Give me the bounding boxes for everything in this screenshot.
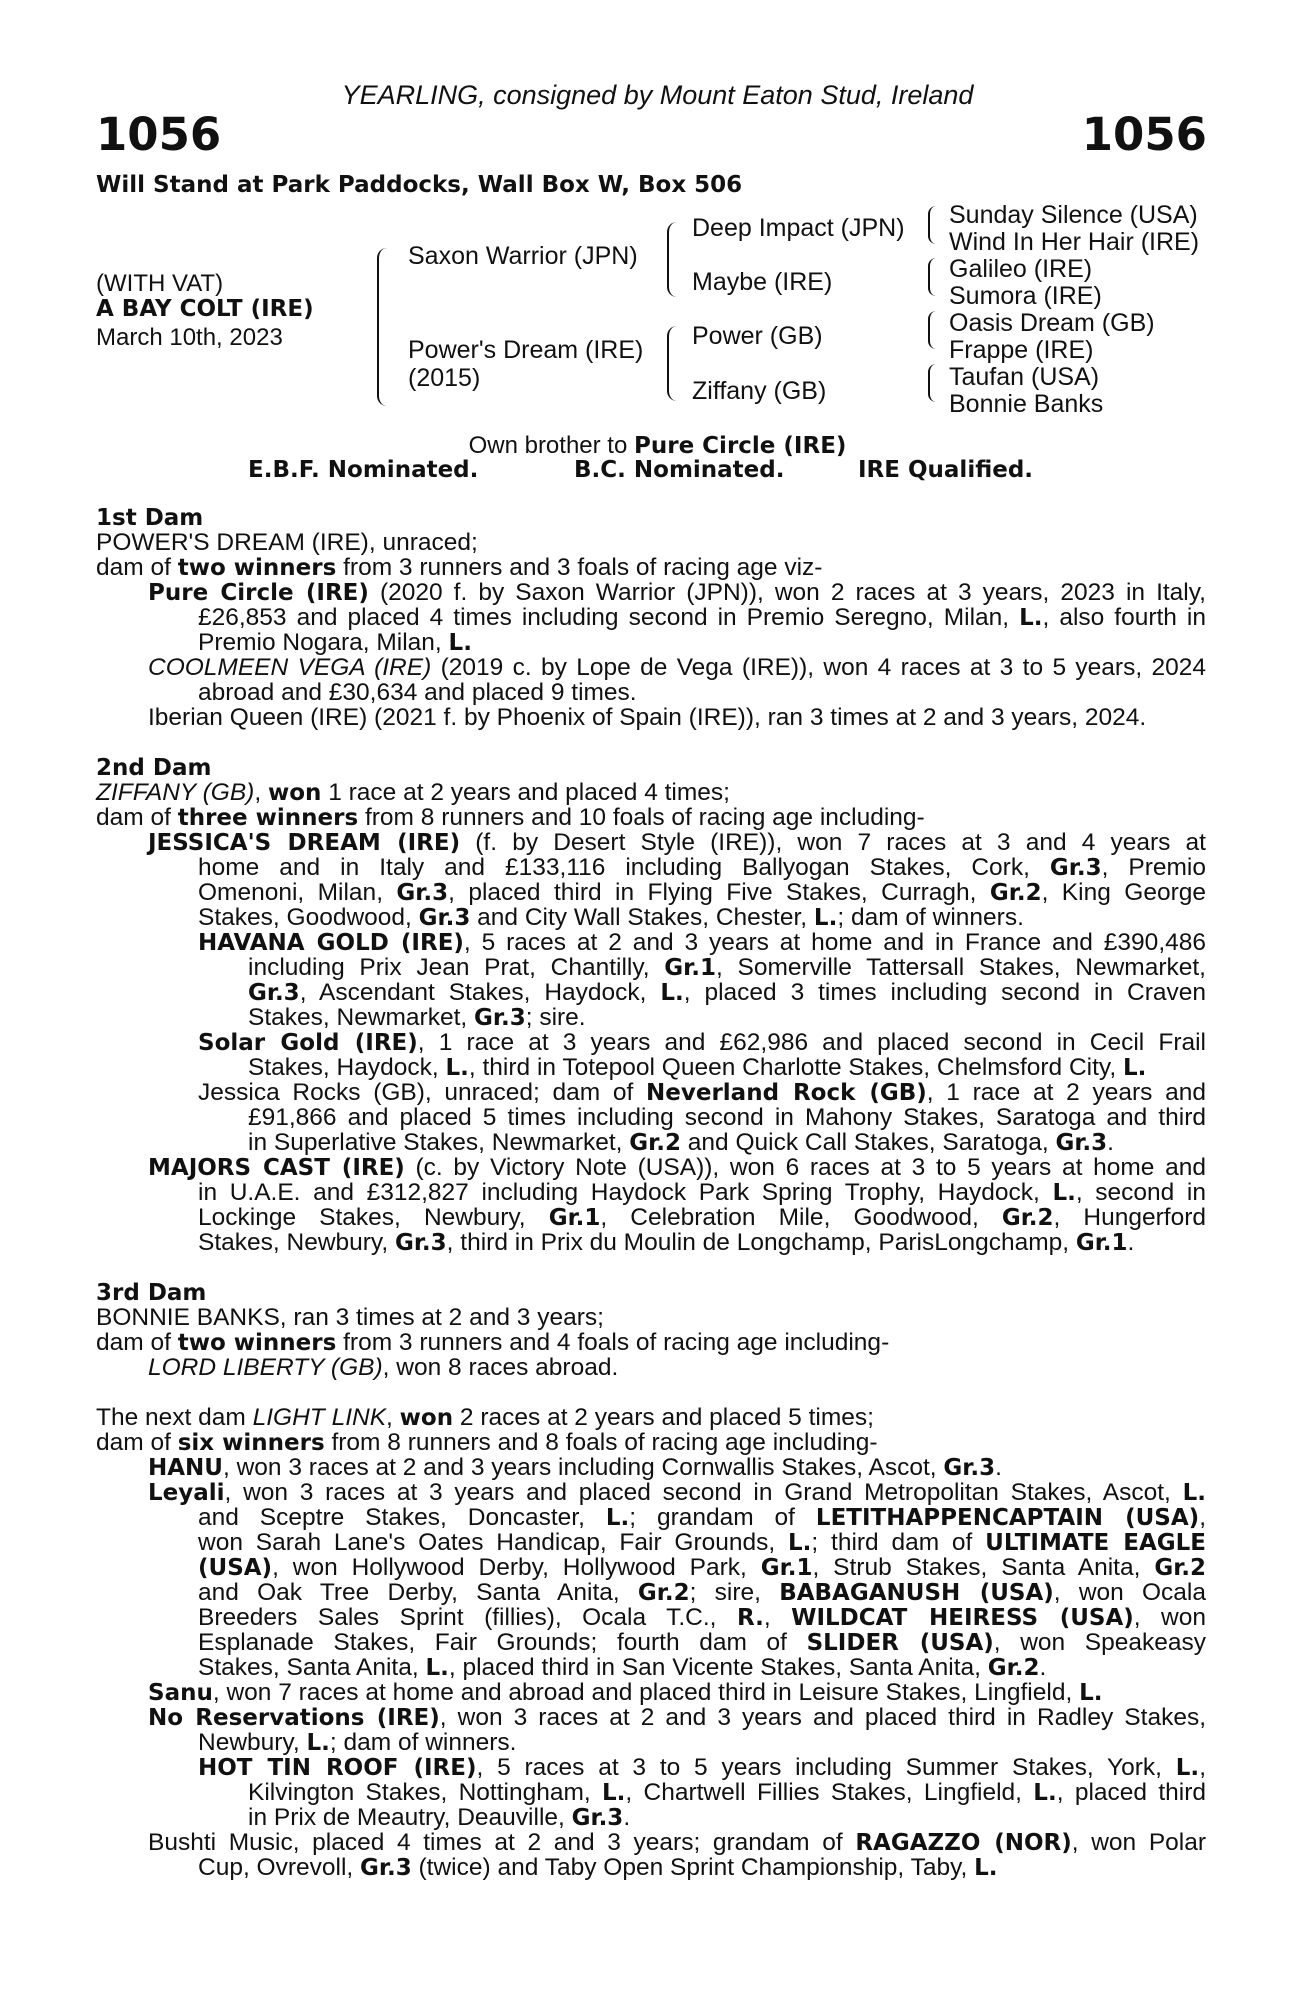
- text-segment: .: [623, 1804, 631, 1831]
- text-segment: (2020 f. by Saxon Warrior (JPN)), won 2 races at 3 years, 2023 in Italy,: [368, 579, 1206, 606]
- text-segment: BONNIE BANKS, ran 3 times at 2 and 3 years;: [96, 1304, 604, 1331]
- text-segment: including Prix Jean Prat, Chantilly,: [248, 954, 665, 981]
- text-segment: ; third dam of: [811, 1529, 986, 1556]
- pedigree-brace-dam: [667, 326, 677, 401]
- text-segment: ,: [386, 1404, 400, 1431]
- text-segment: £26,853 and placed 4 times including second in Premio Seregno, Milan,: [198, 604, 1020, 631]
- bold-text: 3rd Dam: [96, 1280, 207, 1306]
- text-segment: The next dam: [96, 1404, 253, 1431]
- text-segment: , won Polar: [1071, 1829, 1207, 1856]
- bold-text: six winners: [177, 1430, 325, 1456]
- text-segment: POWER'S DREAM (IRE), unraced;: [96, 529, 478, 556]
- text-line: [198, 680, 1206, 705]
- text-line: [96, 1330, 1206, 1356]
- pedigree-sire-dam: Maybe (IRE): [692, 268, 833, 296]
- text-line: [96, 755, 1206, 781]
- text-segment: Breeders Sales Sprint (fillies), Ocala T.C.,: [198, 1604, 737, 1631]
- pedigree-dam: Power's Dream (IRE): [408, 336, 644, 364]
- bold-text: No Reservations (IRE): [148, 1705, 440, 1731]
- text-line: [198, 930, 1206, 956]
- bold-text: L.: [601, 1780, 626, 1806]
- bold-text: L.: [660, 980, 684, 1006]
- text-segment: , won Hollywood Derby, Hollywood Park,: [272, 1554, 761, 1581]
- text-segment: , also fourth in: [1042, 604, 1207, 631]
- text-segment: and Quick Call Stakes, Saratoga,: [680, 1129, 1056, 1156]
- text-segment: in Superlative Stakes, Newmarket,: [248, 1129, 630, 1156]
- text-segment: , won 3 races at 3 years and placed second in Grand Metropolitan Stakes, Ascot,: [224, 1479, 1183, 1506]
- pedigree-sire: Saxon Warrior (JPN): [408, 242, 638, 270]
- text-line: [148, 830, 1206, 856]
- bold-text: Gr.1: [1075, 1230, 1128, 1256]
- bold-text: JESSICA'S DREAM (IRE): [148, 830, 461, 856]
- bold-text: L.: [1052, 1180, 1076, 1206]
- text-line: [96, 1405, 1206, 1431]
- own-brother-name: Pure Circle (IRE): [634, 433, 847, 459]
- text-segment: Esplanade Stakes, Fair Grounds; fourth dam of: [198, 1629, 807, 1656]
- text-segment: Iberian Queen (IRE) (2021 f. by Phoenix of Spain (IRE)), ran 3 times at 2 and 3 years, 2024.: [148, 704, 1147, 731]
- text-segment: , Ascendant Stakes, Haydock,: [299, 979, 661, 1006]
- bold-text: L.: [788, 1530, 812, 1556]
- text-segment: in U.A.E. and £312,827 including Haydock Park Spring Trophy, Haydock,: [198, 1179, 1053, 1206]
- bold-text: two winners: [177, 1330, 337, 1356]
- pedigree-ggp-8: Bonnie Banks: [949, 390, 1104, 418]
- text-segment: and Sceptre Stakes, Doncaster,: [198, 1504, 606, 1531]
- bold-text: L.: [448, 630, 472, 656]
- pedigree-ggp-3: Galileo (IRE): [949, 255, 1093, 283]
- bold-text: MAJORS CAST (IRE): [148, 1155, 405, 1181]
- text-segment: Newbury,: [198, 1729, 307, 1756]
- text-segment: , Somerville Tattersall Stakes, Newmarket,: [715, 954, 1206, 981]
- bold-text: Neverland Rock (GB): [646, 1080, 927, 1106]
- lot-number-right: 1056: [1081, 108, 1207, 161]
- text-segment: , 5 races at 2 and 3 years at home and in France and £390,486: [463, 929, 1206, 956]
- text-line: [148, 1155, 1206, 1181]
- vat-note: (WITH VAT): [96, 270, 224, 297]
- text-segment: Stakes, Newmarket,: [248, 1004, 475, 1031]
- text-segment: , won Ocala: [1053, 1579, 1207, 1606]
- text-line: [96, 1430, 1206, 1456]
- text-segment: Kilvington Stakes, Nottingham,: [248, 1779, 602, 1806]
- bold-text: ULTIMATE EAGLE: [985, 1530, 1207, 1556]
- bold-text: Gr.3: [248, 980, 300, 1006]
- text-segment: (twice) and Taby Open Sprint Championship, Taby,: [411, 1854, 975, 1881]
- text-segment: Jessica Rocks (GB), unraced; dam of: [198, 1079, 647, 1106]
- text-segment: from 8 runners and 10 foals of racing age including-: [358, 804, 925, 831]
- text-segment: , won 8 races abroad.: [382, 1354, 619, 1381]
- bold-text: two winners: [177, 555, 337, 581]
- bold-text: L.: [1033, 1780, 1057, 1806]
- bold-text: Gr.1: [548, 1205, 601, 1231]
- text-line: [96, 805, 1206, 831]
- bold-text: L.: [1019, 605, 1043, 631]
- text-segment: and City Wall Stakes, Chester,: [470, 904, 814, 931]
- text-segment: , Celebration Mile, Goodwood,: [600, 1204, 1002, 1231]
- pedigree-dam-sire: Power (GB): [692, 322, 823, 350]
- bc-nominated: B.C. Nominated.: [574, 457, 785, 483]
- bold-text: SLIDER (USA): [806, 1630, 994, 1656]
- text-segment: , Hungerford: [1053, 1204, 1206, 1231]
- own-brother-note: [0, 432, 1315, 460]
- bold-text: RAGAZZO (NOR): [855, 1830, 1072, 1856]
- text-segment: ; sire.: [525, 1004, 586, 1031]
- bold-text: Sanu: [148, 1680, 213, 1706]
- text-segment: Bushti Music, placed 4 times at 2 and 3 years; grandam of: [148, 1829, 856, 1856]
- text-line: [198, 1755, 1206, 1781]
- text-segment: 1 race at 2 years and placed 4 times;: [321, 779, 730, 806]
- pedigree-brace-sire: [667, 222, 677, 297]
- text-segment: (c. by Victory Note (USA)), won 6 races at 3 to 5 years at home and: [404, 1154, 1206, 1181]
- text-segment: , won 3 races at 2 and 3 years including Cornwallis Stakes, Ascot,: [222, 1454, 944, 1481]
- bold-text: Pure Circle (IRE): [148, 580, 369, 606]
- text-segment: (2019 c. by Lope de Vega (IRE)), won 4 races at 3 to 5 years, 2024: [431, 654, 1206, 681]
- bold-text: three winners: [177, 805, 359, 831]
- text-segment: ; dam of winners.: [329, 1729, 517, 1756]
- pedigree-brace-ggp-2: [928, 258, 936, 296]
- text-line: [148, 1355, 1206, 1380]
- text-segment: dam of: [96, 554, 178, 581]
- bold-text: HOT TIN ROOF (IRE): [198, 1755, 477, 1781]
- bold-text: Gr.2: [637, 1580, 690, 1606]
- bold-text: WILDCAT HEIRESS (USA): [791, 1605, 1134, 1631]
- pedigree-brace-ggp-1: [928, 206, 936, 244]
- bold-text: Gr.3: [418, 905, 471, 931]
- text-segment: , 5 races at 3 to 5 years including Summer Stakes, York,: [476, 1754, 1176, 1781]
- text-line: [148, 1680, 1206, 1706]
- text-line: [198, 905, 1206, 931]
- text-segment: , won 3 races at 2 and 3 years and placed third in Radley Stakes,: [439, 1704, 1206, 1731]
- bold-text: HAVANA GOLD (IRE): [198, 930, 464, 956]
- text-line: [148, 1455, 1206, 1481]
- text-segment: won Sarah Lane's Oates Handicap, Fair Grounds,: [198, 1529, 788, 1556]
- text-line: [198, 1205, 1206, 1231]
- text-line: [148, 655, 1206, 680]
- text-line: [148, 705, 1206, 730]
- text-segment: Stakes, Goodwood,: [198, 904, 419, 931]
- text-segment: dam of: [96, 1329, 178, 1356]
- bold-text: L.: [425, 1655, 449, 1681]
- pedigree-brace-ggp-4: [928, 364, 936, 402]
- text-segment: ,: [1199, 1754, 1206, 1781]
- italic-text: COOLMEEN VEGA (IRE): [148, 654, 432, 681]
- pedigree-ggp-5: Oasis Dream (GB): [949, 309, 1155, 337]
- text-segment: from 3 runners and 3 foals of racing age viz-: [336, 554, 823, 581]
- text-segment: .: [995, 1454, 1002, 1481]
- text-line: [148, 1480, 1206, 1506]
- text-line: [248, 1055, 1206, 1081]
- text-segment: (f. by Desert Style (IRE)), won 7 races at 3 and 4 years at: [460, 829, 1206, 856]
- bold-text: Gr.2: [989, 880, 1042, 906]
- text-line: [198, 605, 1206, 631]
- text-segment: dam of: [96, 804, 178, 831]
- text-segment: , won Speakeasy: [993, 1629, 1206, 1656]
- bold-text: Gr.3: [943, 1455, 996, 1481]
- bold-text: Gr.3: [360, 1855, 412, 1881]
- bold-text: L.: [1182, 1480, 1206, 1506]
- text-line: [148, 1830, 1206, 1856]
- text-segment: , 1 race at 2 years and: [926, 1079, 1206, 1106]
- bold-text: Gr.3: [1049, 855, 1102, 881]
- text-segment: ; dam of winners.: [837, 904, 1024, 931]
- text-line: [198, 880, 1206, 906]
- text-segment: £91,866 and placed 5 times including second in Mahony Stakes, Saratoga and third: [248, 1104, 1206, 1131]
- text-segment: , Strub Stakes, Santa Anita,: [812, 1554, 1155, 1581]
- bold-text: L.: [1175, 1755, 1200, 1781]
- bold-text: Gr.3: [474, 1005, 526, 1031]
- bold-text: Gr.2: [1001, 1205, 1054, 1231]
- text-segment: , placed third in San Vicente Stakes, Santa Anita,: [448, 1654, 988, 1681]
- text-line: [198, 855, 1206, 881]
- text-segment: .: [1107, 1129, 1114, 1156]
- pedigree-ggp-2: Wind In Her Hair (IRE): [949, 228, 1200, 256]
- text-line: [248, 1005, 1206, 1031]
- pedigree-dam-year: (2015): [408, 364, 481, 392]
- bold-text: L.: [1122, 1055, 1147, 1081]
- bold-text: won: [399, 1405, 454, 1431]
- bold-text: Gr.2: [1154, 1555, 1206, 1581]
- bold-text: 1st Dam: [96, 505, 204, 531]
- bold-text: Gr.2: [629, 1130, 681, 1156]
- text-segment: Stakes, Haydock,: [248, 1054, 446, 1081]
- pedigree-sire-sire: Deep Impact (JPN): [692, 214, 905, 242]
- text-segment: , Premio: [1101, 854, 1206, 881]
- text-segment: , won: [1133, 1604, 1206, 1631]
- text-line: [198, 1530, 1206, 1556]
- text-line: [198, 1505, 1206, 1531]
- text-segment: Premio Nogara, Milan,: [198, 629, 449, 656]
- text-segment: 2 races at 2 years and placed 5 times;: [453, 1404, 874, 1431]
- text-segment: from 3 runners and 4 foals of racing age including-: [336, 1329, 890, 1356]
- bold-text: LETITHAPPENCAPTAIN (USA): [815, 1505, 1200, 1531]
- text-segment: abroad and £30,634 and placed 9 times.: [198, 679, 637, 706]
- text-segment: Cup, Ovrevoll,: [198, 1854, 361, 1881]
- text-segment: Lockinge Stakes, Newbury,: [198, 1204, 549, 1231]
- bold-text: L.: [974, 1855, 998, 1881]
- bold-text: HANU: [148, 1455, 223, 1481]
- text-line: [198, 1030, 1206, 1056]
- text-line: [248, 980, 1206, 1006]
- italic-text: LIGHT LINK: [252, 1404, 387, 1431]
- text-line: [96, 780, 1206, 806]
- horse-name: A BAY COLT (IRE): [96, 296, 314, 322]
- text-segment: .: [1127, 1229, 1135, 1256]
- bold-text: R.: [736, 1605, 764, 1631]
- text-segment: ,: [254, 779, 268, 806]
- pedigree-brace-ggp-3: [928, 311, 936, 349]
- ire-qualified: IRE Qualified.: [858, 457, 1034, 483]
- text-line: [248, 1780, 1206, 1806]
- location-line: Will Stand at Park Paddocks, Wall Box W, Box 506: [96, 172, 743, 198]
- text-segment: home and in Italy and £133,116 including Ballyogan Stakes, Cork,: [198, 854, 1050, 881]
- text-line: [248, 1805, 1206, 1831]
- consignment-header: YEARLING, consigned by Mount Eaton Stud, Ireland: [341, 80, 974, 110]
- bold-text: Gr.1: [760, 1555, 813, 1581]
- text-segment: , second in: [1075, 1179, 1206, 1206]
- bold-text: BABAGANUSH (USA): [779, 1580, 1054, 1606]
- bold-text: L.: [1079, 1680, 1103, 1706]
- italic-text: ZIFFANY (GB): [96, 779, 255, 806]
- foaling-date: March 10th, 2023: [96, 324, 283, 351]
- bold-text: Gr.3: [571, 1805, 624, 1831]
- pedigree-ggp-1: Sunday Silence (USA): [949, 201, 1198, 229]
- bold-text: Gr.2: [987, 1655, 1040, 1681]
- bold-text: Gr.3: [396, 880, 449, 906]
- bold-text: L.: [306, 1730, 330, 1756]
- text-segment: from 8 runners and 8 foals of racing age including-: [324, 1429, 878, 1456]
- text-segment: ; sire,: [689, 1579, 780, 1606]
- lot-number-left: 1056: [96, 108, 222, 161]
- text-line: [248, 1130, 1206, 1156]
- text-line: [248, 955, 1206, 981]
- text-line: [96, 555, 1206, 581]
- text-line: [198, 630, 1206, 656]
- bold-text: 2nd Dam: [96, 755, 212, 781]
- bold-text: Solar Gold (IRE): [198, 1030, 418, 1056]
- text-line: [198, 1655, 1206, 1681]
- text-segment: dam of: [96, 1429, 178, 1456]
- text-segment: and Oak Tree Derby, Santa Anita,: [198, 1579, 638, 1606]
- text-segment: , third in Prix du Moulin de Longchamp, ParisLongchamp,: [446, 1229, 1076, 1256]
- text-line: [148, 1705, 1206, 1731]
- pedigree-brace-main: [377, 248, 387, 406]
- text-segment: ,: [1199, 1504, 1206, 1531]
- text-line: [248, 1105, 1206, 1130]
- text-segment: .: [1039, 1654, 1047, 1681]
- bold-text: won: [267, 780, 322, 806]
- text-segment: , third in Totepool Queen Charlotte Stakes, Chelmsford City,: [468, 1054, 1123, 1081]
- own-brother-prefix: Own brother to: [468, 432, 628, 459]
- text-segment: ; grandam of: [629, 1504, 816, 1531]
- text-line: [198, 1080, 1206, 1106]
- pedigree-ggp-6: Frappe (IRE): [949, 336, 1094, 364]
- text-line: [198, 1730, 1206, 1756]
- text-segment: ,: [763, 1604, 792, 1631]
- pedigree-ggp-7: Taufan (USA): [949, 363, 1100, 391]
- bold-text: L.: [605, 1505, 630, 1531]
- text-segment: , won 7 races at home and abroad and placed third in Leisure Stakes, Lingfield,: [212, 1679, 1080, 1706]
- text-line: [96, 530, 1206, 555]
- text-line: [96, 1280, 1206, 1306]
- text-segment: Stakes, Santa Anita,: [198, 1654, 426, 1681]
- bold-text: Gr.3: [1055, 1130, 1108, 1156]
- text-line: [96, 1305, 1206, 1330]
- text-segment: Stakes, Newbury,: [198, 1229, 395, 1256]
- text-line: [198, 1180, 1206, 1206]
- text-segment: , placed 3 times including second in Craven: [683, 979, 1206, 1006]
- bold-text: L.: [813, 905, 838, 931]
- text-segment: , placed third: [1056, 1779, 1206, 1806]
- text-segment: , placed third in Flying Five Stakes, Curragh,: [448, 879, 990, 906]
- bold-text: L.: [445, 1055, 469, 1081]
- pedigree-dam-dam: Ziffany (GB): [692, 377, 827, 405]
- bold-text: (USA): [198, 1555, 273, 1581]
- text-line: [198, 1605, 1206, 1631]
- text-line: [148, 580, 1206, 606]
- text-line: [198, 1630, 1206, 1656]
- bold-text: Leyali: [148, 1480, 225, 1506]
- pedigree-ggp-4: Sumora (IRE): [949, 282, 1102, 310]
- text-line: [198, 1580, 1206, 1606]
- text-line: [96, 505, 1206, 531]
- ebf-nominated: E.B.F. Nominated.: [248, 457, 479, 483]
- text-line: [198, 1230, 1206, 1256]
- italic-text: LORD LIBERTY (GB): [148, 1354, 383, 1381]
- text-line: [198, 1855, 1206, 1881]
- bold-text: Gr.1: [664, 955, 716, 981]
- text-segment: , King George: [1041, 879, 1206, 906]
- text-line: [198, 1555, 1206, 1581]
- text-segment: , Chartwell Fillies Stakes, Lingfield,: [625, 1779, 1034, 1806]
- text-segment: , 1 race at 3 years and £62,986 and placed second in Cecil Frail: [417, 1029, 1206, 1056]
- bold-text: Gr.3: [394, 1230, 447, 1256]
- text-segment: Omenoni, Milan,: [198, 879, 397, 906]
- text-segment: in Prix de Meautry, Deauville,: [248, 1804, 572, 1831]
